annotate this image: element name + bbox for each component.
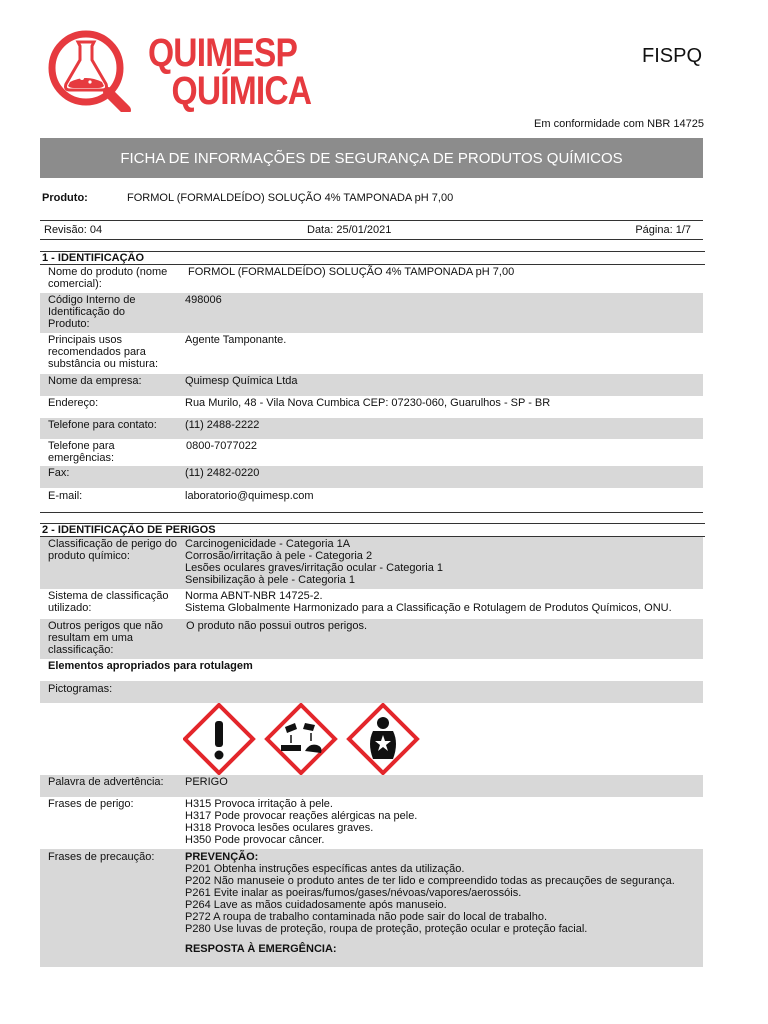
corrosion-icon [267, 705, 335, 773]
revision-date: Data: 25/01/2021 [307, 224, 392, 236]
row-fax: Fax: (11) 2482-0220 [40, 466, 703, 488]
prevention-title: PREVENÇÃO: [185, 851, 259, 863]
row-precautionary-statements: Frases de precaução: PREVENÇÃO: P201 Obtenha instruções específicas antes da utilização. P202 Não manuseie o produto antes de ter lido e compreendido todas as precauções de segurança. P261 Evite inalar as poeiras/fumos/gases/névoas/vapores/aerossóis. P264 Lave as mãos cuidadosamente após manuseio. P272 A roupa de trabalho contaminada não pode sair do local de trabalho. P280 Use luvas de proteção, roupa de proteção, proteção ocular e proteção facial. RESPOSTA À EMERGÊNCIA: [40, 849, 703, 967]
row-hazard-classification: Classificação de perigo do produto químico: Carcinogenicidade - Categoria 1A Corrosão/irritação à pele - Categoria 2 Lesões oculares graves/irritação ocular - Categoria 1 Sensibilização à pele - Categoria 1 [40, 537, 703, 589]
revision-number: Revisão: 04 [44, 224, 103, 236]
document-type: FISPQ [641, 45, 702, 67]
row-internal-code: Código Interno de Identificação do Produto: 498006 [40, 293, 703, 333]
row-company-name: Nome da empresa: Quimesp Química Ltda [40, 374, 703, 396]
row-product-name: Nome do produto (nome comercial): FORMOL (FORMALDEÍDO) SOLUÇÃO 4% TAMPONADA pH 7,00 [48, 266, 515, 290]
row-classification-system: Sistema de classificação utilizado: Norma ABNT-NBR 14725-2. Sistema Globalmente Harmonizado para a Classificação e Rotulagem de Produtos Químicos, ONU. [48, 590, 672, 614]
product-label: Produto: [42, 192, 88, 204]
health-hazard-icon [349, 705, 417, 773]
product-name: FORMOL (FORMALDEÍDO) SOLUÇÃO 4% TAMPONADA pH 7,00 [127, 192, 454, 204]
row-recommended-uses: Principais usos recomendados para substância ou mistura: Agente Tamponante. [48, 334, 287, 370]
row-pictograms: Pictogramas: [40, 681, 703, 703]
row-address: Endereço: Rua Murilo, 48 - Vila Nova Cumbica CEP: 07230-060, Guarulhos - SP - BR [48, 397, 551, 409]
company-logo-text: QUIMESP QUÍMICA [148, 31, 312, 113]
row-signal-word: Palavra de advertência: PERIGO [40, 775, 703, 797]
row-email: E-mail: laboratorio@quimesp.com [48, 490, 314, 502]
row-other-hazards: Outros perigos que não resultam em uma classificação: O produto não possui outros perigos. [40, 619, 703, 659]
ghs-pictograms [183, 703, 423, 775]
section-2-title: 2 - IDENTIFICAÇÃO DE PERIGOS [40, 523, 705, 537]
section-divider [40, 512, 703, 513]
row-hazard-statements: Frases de perigo: H315 Provoca irritação à pele. H317 Pode provocar reações alérgicas na pele. H318 Provoca lesões oculares graves. H350 Pode provocar câncer. [48, 798, 418, 846]
section-1-title: 1 - IDENTIFICAÇÃO [40, 251, 705, 265]
row-emergency-phone: Telefone para emergências: 0800-7077022 [48, 440, 257, 464]
row-contact-phone: Telefone para contato: (11) 2488-2222 [40, 418, 703, 439]
label-elements-title: Elementos apropriados para rotulagem [48, 660, 253, 672]
response-title: RESPOSTA À EMERGÊNCIA: [185, 943, 337, 955]
conformity-note: Em conformidade com NBR 14725 [534, 118, 704, 130]
page-number: Página: 1/7 [635, 224, 691, 236]
revision-bar [40, 220, 703, 240]
banner-title: FICHA DE INFORMAÇÕES DE SEGURANÇA DE PRODUTOS QUÍMICOS [40, 138, 703, 178]
exclamation-mark-icon [185, 705, 253, 773]
